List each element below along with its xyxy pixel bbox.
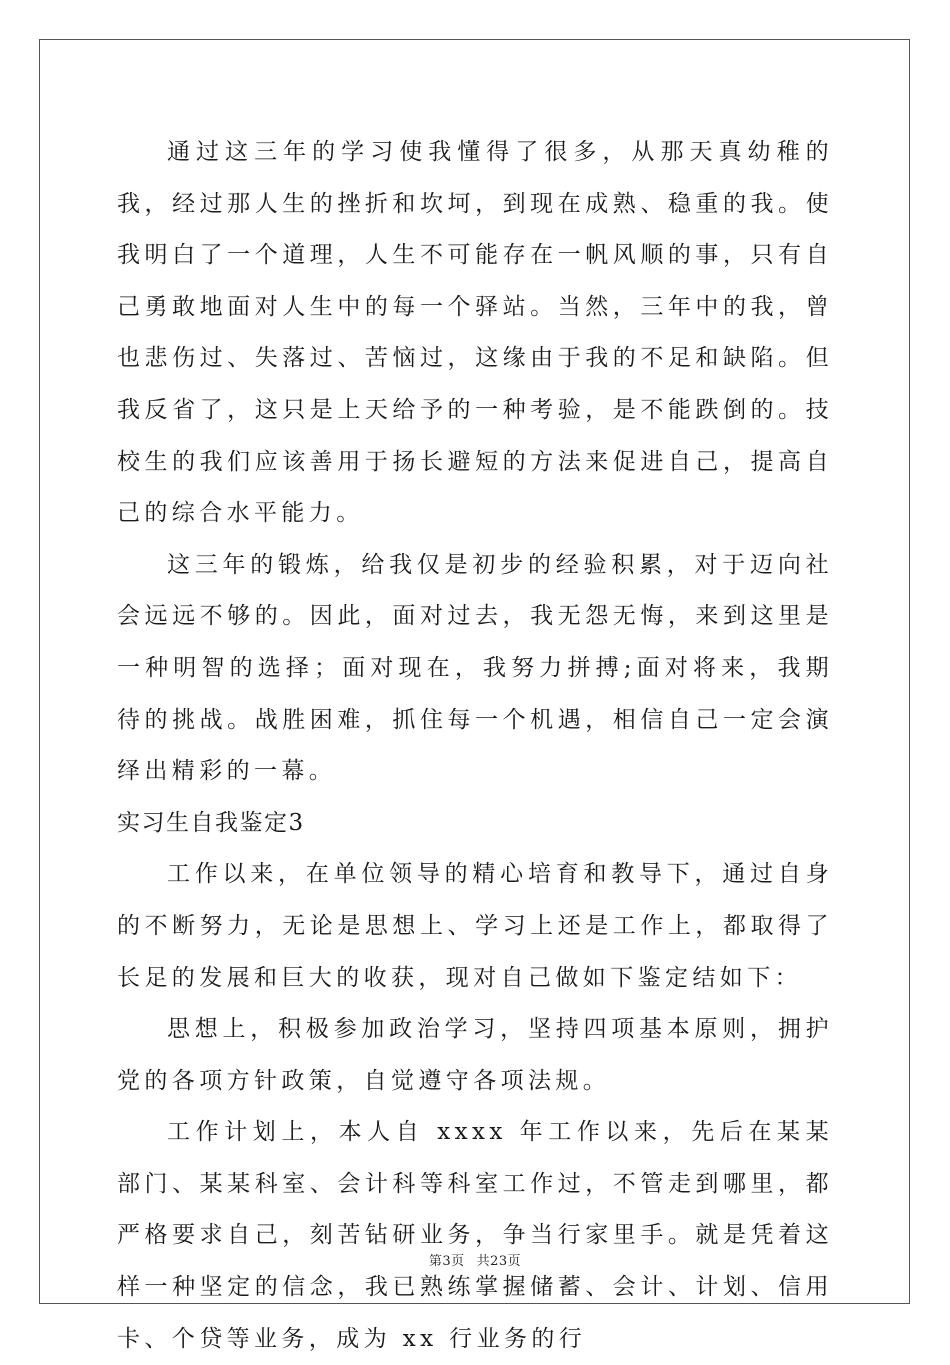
page-footer bbox=[0, 1250, 950, 1269]
paragraph: 思想上，积极参加政治学习，坚持四项基本原则，拥护党的各项方针政策，自觉遵守各项法规。 bbox=[117, 1016, 833, 1094]
total-pages: 共23页 bbox=[476, 1254, 522, 1269]
paragraph: 这三年的锻炼，给我仅是初步的经验积累，对于迈向社会远远不够的。因此，面对过去，我无怨无悔，来到这里是一种明智的选择；面对现在，我努力拼搏;面对将来，我期待的挑战。战胜困难，抓住每一个机遇，相信自己一定会演绎出精彩的一幕。 bbox=[117, 551, 833, 785]
paragraph: 通过这三年的学习使我懂得了很多，从那天真幼稚的我，经过那人生的挫折和坎坷，到现在成熟、稳重的我。使我明白了一个道理，人生不可能存在一帆风顺的事，只有自己勇敢地面对人生中的每一个驿站。当然，三年中的我，曾也悲伤过、失落过、苦恼过，这缘由于我的不足和缺陷。但我反省了，这只是上天给予的一种考验，是不能跌倒的。技校生的我们应该善用于扬长避短的方法来促进自己，提高自己的综合水平能力。 bbox=[117, 139, 833, 527]
document-body bbox=[117, 127, 833, 1365]
paragraph: 工作以来，在单位领导的精心培育和教导下，通过自身的不断努力，无论是思想上、学习上还是工作上，都取得了长足的发展和巨大的收获，现对自己做如下鉴定结如下： bbox=[117, 861, 833, 991]
page-number: 第3页 bbox=[428, 1254, 465, 1269]
section-heading: 实习生自我鉴定3 bbox=[117, 809, 305, 836]
paragraph: 工作计划上，本人自 xxxx 年工作以来，先后在某某部门、某某科室、会计科等科室工作过，不管走到哪里，都严格要求自己，刻苦钻研业务，争当行家里手。就是凭着这样一种坚定的信念，我已熟练掌握储蓄、会计、计划、信用卡、个贷等业务，成为 xx 行业务的行 bbox=[117, 1119, 833, 1352]
